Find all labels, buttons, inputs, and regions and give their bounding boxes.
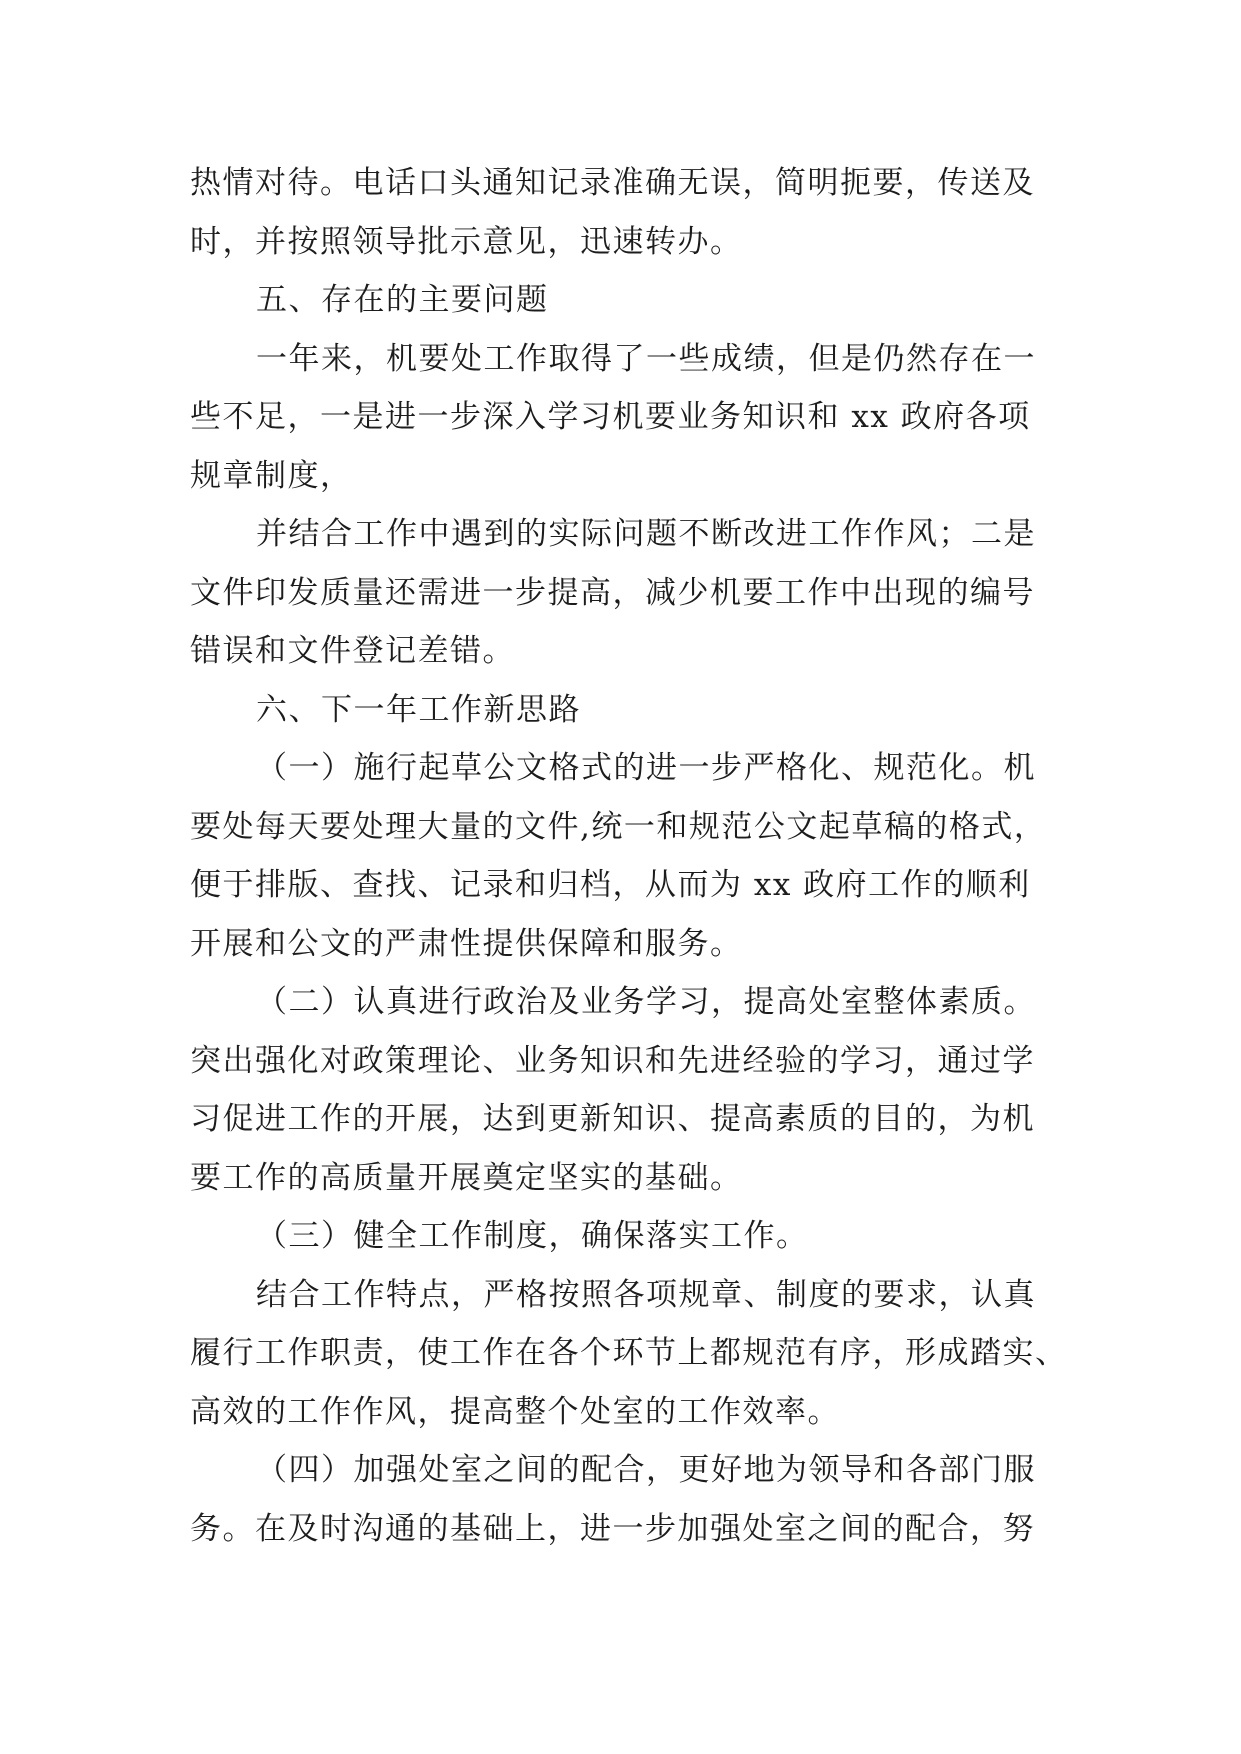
text-line: （三）健全工作制度，确保落实工作。	[256, 1218, 809, 1254]
text-line: 一年来，机要处工作取得了一些成绩，但是仍然存在一	[256, 340, 1036, 377]
text-line: 五、存在的主要问题	[256, 282, 549, 318]
text-line: 文件印发质量还需进一步提高，减少机要工作中出现的编号	[190, 574, 1035, 611]
text-line: 履行工作职责，使工作在各个环节上都规范有序，形成踏实、	[190, 1335, 1068, 1371]
text-line: （一）施行起草公文格式的进一步严格化、规范化。机	[256, 750, 1036, 786]
text-line: 习促进工作的开展，达到更新知识、提高素质的目的，为机	[190, 1101, 1035, 1137]
text-line: （四）加强处室之间的配合，更好地为领导和各部门服	[256, 1452, 1036, 1488]
text-line: 要工作的高质量开展奠定坚实的基础。	[190, 1159, 743, 1196]
text-line: 突出强化对政策理论、业务知识和先进经验的学习，通过学	[190, 1042, 1035, 1079]
text-line: 规章制度，	[190, 457, 353, 494]
text-line: 并结合工作中遇到的实际问题不断改进工作作风；二是	[256, 516, 1036, 552]
text-line: 务。在及时沟通的基础上，进一步加强处室之间的配合，努	[190, 1510, 1035, 1547]
text-line: 些不足，一是进一步深入学习机要业务知识和 xx 政府各项	[190, 399, 1031, 435]
text-line: 六、下一年工作新思路	[256, 691, 581, 728]
text-line: （二）认真进行政治及业务学习，提高处室整体素质。	[256, 984, 1036, 1020]
text-line: 开展和公文的严肃性提供保障和服务。	[190, 925, 743, 962]
text-line: 要处每天要处理大量的文件,统一和规范公文起草稿的格式，	[190, 808, 1047, 845]
text-line: 时，并按照领导批示意见，迅速转办。	[190, 223, 743, 260]
text-line: 错误和文件登记差错。	[190, 633, 515, 669]
text-line: 便于排版、查找、记录和归档，从而为 xx 政府工作的顺利	[190, 867, 1031, 903]
document-body	[190, 154, 1068, 1558]
text-line: 高效的工作作风，提高整个处室的工作效率。	[190, 1393, 840, 1430]
text-line: 热情对待。电话口头通知记录准确无误，简明扼要，传送及	[190, 165, 1035, 201]
text-line: 结合工作特点，严格按照各项规章、制度的要求，认真	[256, 1276, 1036, 1313]
